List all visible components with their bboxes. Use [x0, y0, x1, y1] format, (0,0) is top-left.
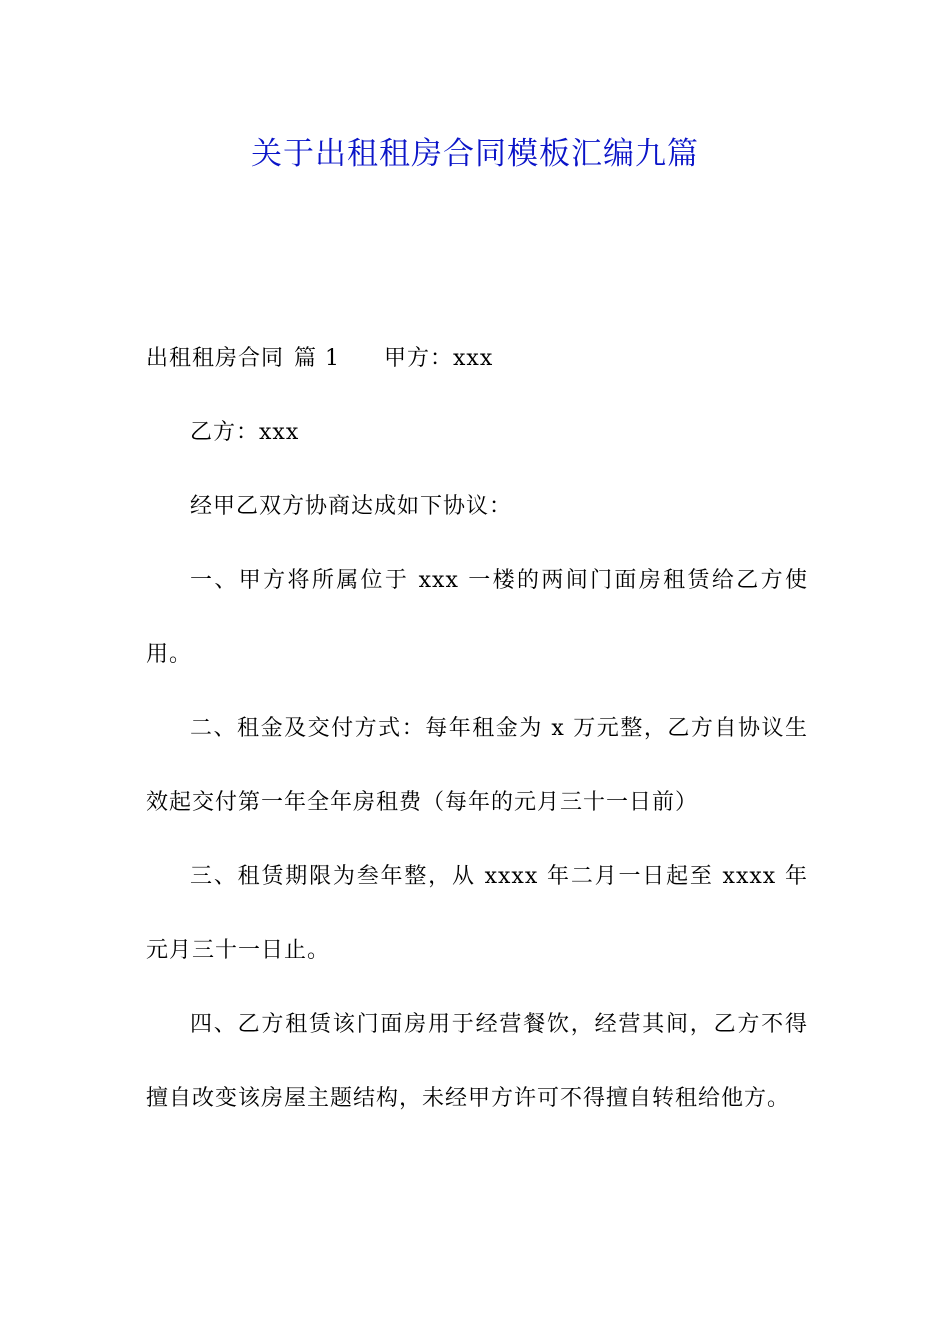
clause-1: 一、甲方将所属位于 xxx 一楼的两间门面房租赁给乙方使用。 [146, 568, 808, 667]
party-b: 乙方：xxx [190, 420, 300, 445]
document-title: 关于出租租房合同模板汇编九篇 [251, 136, 699, 172]
clause-3: 三、租赁期限为叁年整，从 xxxx 年二月一日起至 xxxx 年元月三十一日止。 [146, 864, 808, 963]
clause-2: 二、租金及交付方式：每年租金为 x 万元整，乙方自协议生效起交付第一年全年房租费（每年的元月三十一日前） [146, 716, 808, 815]
party-a: 甲方：xxx [384, 346, 494, 371]
contract-heading-line [146, 322, 808, 396]
agreement-intro: 经甲乙双方协商达成如下协议： [190, 494, 513, 519]
document-body [146, 322, 808, 1136]
contract-piece-number: 篇 1 [294, 346, 341, 371]
contract-label: 出租租房合同 [146, 346, 285, 371]
clause-4: 四、乙方租赁该门面房用于经营餐饮，经营其间，乙方不得擅自改变该房屋主题结构，未经甲方许可不得擅自转租给他方。 [146, 1012, 808, 1111]
